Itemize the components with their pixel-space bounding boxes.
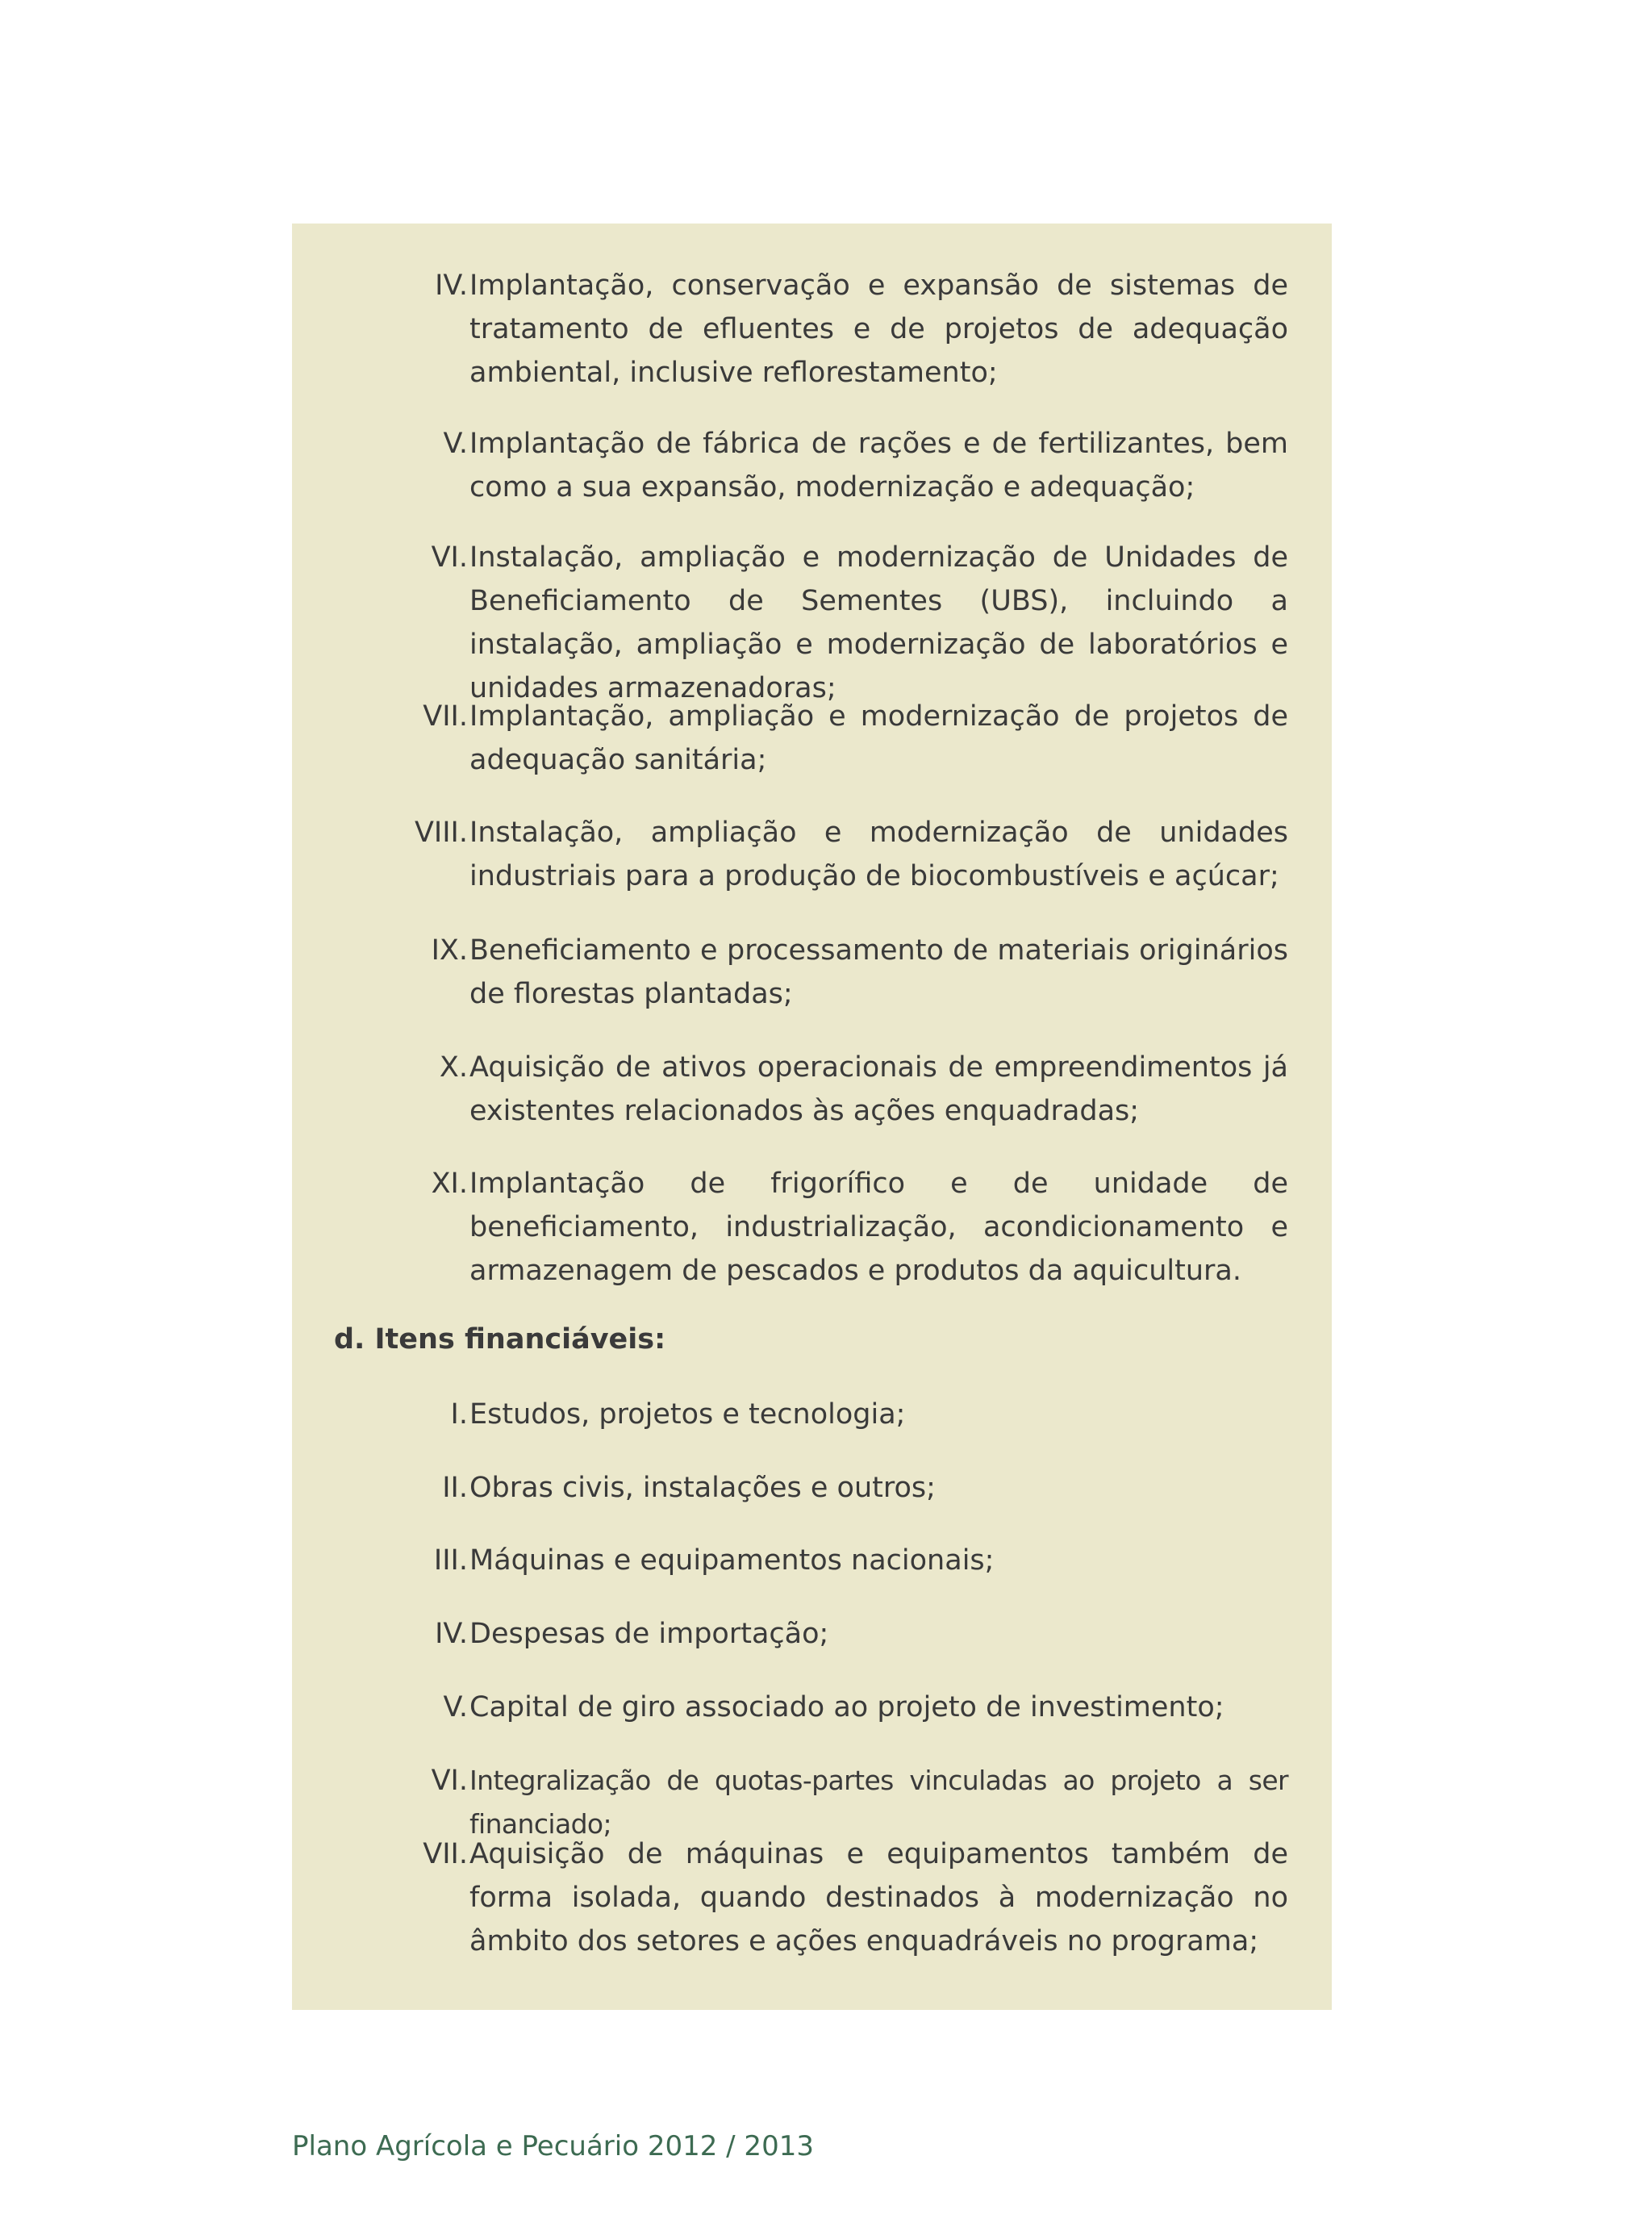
list-item-number: VII. (423, 1838, 468, 1870)
list-item-text: Despesas de importação; (469, 1618, 829, 1650)
list-item-text: Implantação de frigorífico e de unidade de beneficiamento, industrialização, acondicionamento e armazenagem de pescados e produtos da aquicultura. (469, 1168, 1288, 1287)
content-panel (292, 224, 1332, 2010)
list-item-text: Aquisição de máquinas e equipamentos também de forma isolada, quando destinados à modernização no âmbito dos setores e ações enquadráveis no programa; (469, 1838, 1288, 1957)
list-item-text: Estudos, projetos e tecnologia; (469, 1398, 906, 1431)
list-item-text: Implantação de fábrica de rações e de fertilizantes, bem como a sua expansão, modernização e adequação; (469, 428, 1288, 503)
list-item-text: Aquisição de ativos operacionais de empreendimentos já existentes relacionados às ações enquadradas; (469, 1051, 1288, 1127)
list-item (421, 1393, 1288, 1436)
list-item-text: Máquinas e equipamentos nacionais; (469, 1544, 995, 1577)
list-item-number: IX. (431, 934, 468, 967)
list-item (421, 1686, 1288, 1729)
list-item-number: I. (450, 1398, 468, 1431)
list-item (421, 536, 1288, 710)
list-item-text: Capital de giro associado ao projeto de investimento; (469, 1691, 1224, 1723)
list-item-text: Implantação, ampliação e modernização de projetos de adequação sanitária; (469, 700, 1288, 776)
list-item-number: XI. (431, 1168, 468, 1200)
list-item (421, 264, 1288, 395)
list-item (421, 1539, 1288, 1582)
list-item-text: Instalação, ampliação e modernização de Unidades de Beneficiamento de Sementes (UBS), incluindo a instalação, ampliação e modernização de laboratórios e unidades armazenadoras; (469, 541, 1288, 704)
list-item-number: IV. (435, 1618, 468, 1650)
list-item-number: III. (433, 1544, 468, 1577)
list-item-number: II. (442, 1472, 468, 1504)
list-item-number: VI. (431, 1765, 468, 1797)
list-item-number: X. (439, 1051, 468, 1084)
section-heading: d. Itens financiáveis: (334, 1323, 666, 1356)
list-item-number: IV. (435, 269, 468, 302)
list-item-text: Obras civis, instalações e outros; (469, 1472, 936, 1504)
list-item (414, 811, 1288, 898)
list-item-text: Instalação, ampliação e modernização de unidades industriais para a produção de biocombustíveis e açúcar; (469, 817, 1288, 892)
list-item (421, 1832, 1288, 1963)
list-item-number: VI. (431, 541, 468, 574)
list-item-number: VII. (423, 700, 468, 733)
list-item-number: V. (443, 1691, 468, 1723)
list-item-text: Integralização de quotas-partes vinculadas ao projeto a ser financiado; (469, 1765, 1288, 1840)
list-item (421, 1162, 1288, 1293)
list-item (421, 929, 1288, 1016)
list-item (421, 422, 1288, 509)
list-item (421, 1046, 1288, 1133)
list-item-text: Beneficiamento e processamento de materiais originários de florestas plantadas; (469, 934, 1288, 1010)
list-item (421, 1612, 1288, 1656)
list-item (421, 1466, 1288, 1510)
list-item-number: VIII. (414, 817, 468, 849)
page-footer: Plano Agrícola e Pecuário 2012 / 2013 (292, 2130, 814, 2162)
list-item-text: Implantação, conservação e expansão de sistemas de tratamento de efluentes e de projetos de adequação ambiental, inclusive reflorestamento; (469, 269, 1288, 389)
list-item-number: V. (443, 428, 468, 460)
list-item (421, 695, 1288, 782)
